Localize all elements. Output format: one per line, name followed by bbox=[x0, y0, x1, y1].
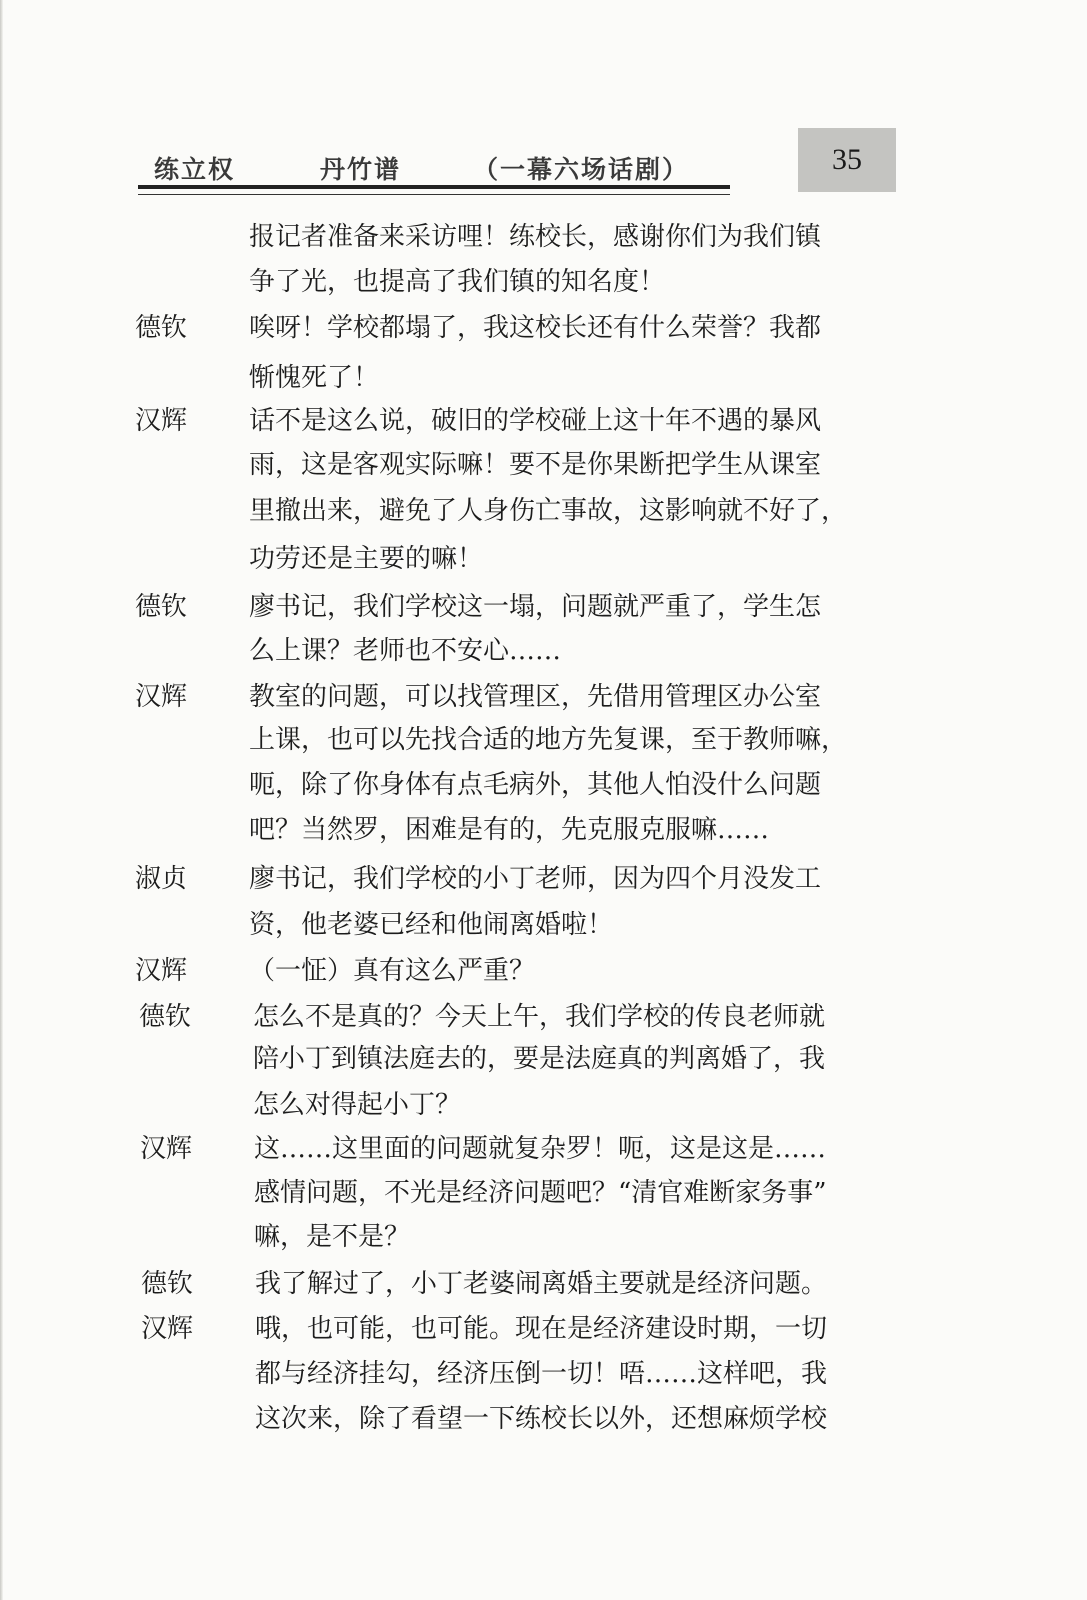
dialogue-line bbox=[135, 902, 905, 948]
dialogue-text: 怎么对得起小丁？ bbox=[253, 1090, 462, 1120]
dialogue-line bbox=[140, 1170, 910, 1216]
dialogue-line bbox=[139, 1082, 909, 1128]
dialogue-line bbox=[135, 856, 905, 902]
dialogue-text: 唉呀！学校都塌了，我这校长还有什么荣誉？我都 bbox=[249, 313, 822, 343]
dialogue-text: 里撤出来，避免了人身伤亡事故，这影响就不好了， bbox=[249, 496, 848, 526]
dialogue-text: 资，他老婆已经和他闹离婚啦！ bbox=[249, 910, 614, 940]
dialogue-text: 都与经济挂勾，经济压倒一切！唔……这样吧，我 bbox=[255, 1359, 828, 1389]
dialogue-text: 廖书记，我们学校这一塌，问题就严重了，学生怎 bbox=[249, 592, 822, 622]
speaker-name: 汉辉 bbox=[135, 682, 188, 712]
speaker-name: 汉辉 bbox=[141, 1314, 194, 1344]
dialogue-line bbox=[135, 584, 905, 630]
dialogue-text: 廖书记，我们学校的小丁老师，因为四个月没发工 bbox=[249, 864, 822, 894]
dialogue-text: 呃，除了你身体有点毛病外，其他人怕没什么问题 bbox=[249, 770, 822, 800]
dialogue-line bbox=[135, 536, 905, 582]
header-genre: （一幕六场话剧） bbox=[473, 155, 690, 184]
dialogue-line bbox=[135, 305, 905, 351]
dialogue-line bbox=[135, 259, 905, 305]
dialogue-line bbox=[141, 1396, 911, 1442]
dialogue-text: 怎么不是真的？今天上午，我们学校的传良老师就 bbox=[253, 1002, 826, 1032]
page-number: 35 bbox=[798, 128, 896, 192]
header-work-title: 丹竹谱 bbox=[320, 155, 402, 184]
dialogue-line bbox=[141, 1306, 911, 1352]
dialogue-line bbox=[141, 1261, 911, 1307]
dialogue-text: 报记者准备来采访哩！练校长，感谢你们为我们镇 bbox=[249, 222, 822, 252]
dialogue-text: 教室的问题，可以找管理区，先借用管理区办公室 bbox=[249, 682, 822, 712]
speaker-name: 德钦 bbox=[141, 1269, 194, 1299]
dialogue-line bbox=[135, 398, 905, 444]
dialogue-line bbox=[135, 762, 905, 808]
dialogue-text: 惭愧死了！ bbox=[249, 363, 380, 393]
dialogue-text: 上课，也可以先找合适的地方先复课，至于教师嘛， bbox=[249, 725, 848, 755]
header-rule-thin bbox=[138, 194, 730, 195]
dialogue-line bbox=[135, 948, 905, 994]
running-header bbox=[138, 128, 908, 218]
page-edge-shadow bbox=[0, 0, 3, 1600]
dialogue-text: 我了解过了，小丁老婆闹离婚主要就是经济问题。 bbox=[255, 1269, 828, 1299]
dialogue-line bbox=[135, 442, 905, 488]
speaker-name: 汉辉 bbox=[135, 406, 188, 436]
header-rule-thick bbox=[138, 185, 730, 189]
dialogue-text: 雨，这是客观实际嘛！要不是你果断把学生从课室 bbox=[249, 450, 822, 480]
dialogue-line bbox=[139, 1036, 909, 1082]
dialogue-line bbox=[141, 1351, 911, 1397]
dialogue-text: 感情问题，不光是经济问题吧？“清官难断家务事” bbox=[254, 1178, 827, 1208]
speaker-name: 汉辉 bbox=[140, 1134, 193, 1164]
speaker-name: 德钦 bbox=[135, 592, 188, 622]
dialogue-text: 嘛，是不是？ bbox=[254, 1222, 411, 1252]
dialogue-text: 这……这里面的问题就复杂罗！呃，这是这是…… bbox=[254, 1134, 827, 1164]
dialogue-text: 这次来，除了看望一下练校长以外，还想麻烦学校 bbox=[255, 1404, 828, 1434]
dialogue-line bbox=[139, 994, 909, 1040]
dialogue-text: 争了光，也提高了我们镇的知名度！ bbox=[249, 267, 666, 297]
dialogue-text: 话不是这么说，破旧的学校碰上这十年不遇的暴风 bbox=[249, 406, 822, 436]
dialogue-line bbox=[135, 628, 905, 674]
dialogue-text: （一怔）真有这么严重？ bbox=[249, 956, 536, 986]
dialogue-line bbox=[135, 214, 905, 260]
dialogue-text: 么上课？老师也不安心…… bbox=[249, 636, 562, 666]
dialogue-line bbox=[140, 1214, 910, 1260]
dialogue-text: 哦，也可能，也可能。现在是经济建设时期，一切 bbox=[255, 1314, 828, 1344]
dialogue-line bbox=[135, 807, 905, 853]
speaker-name: 德钦 bbox=[139, 1002, 192, 1032]
speaker-name: 德钦 bbox=[135, 313, 188, 343]
dialogue-line bbox=[140, 1126, 910, 1172]
dialogue-line bbox=[135, 674, 905, 720]
dialogue-line bbox=[135, 717, 905, 763]
speaker-name: 汉辉 bbox=[135, 956, 188, 986]
dialogue-line bbox=[135, 355, 905, 401]
dialogue-text: 陪小丁到镇法庭去的，要是法庭真的判离婚了，我 bbox=[253, 1044, 826, 1074]
speaker-name: 淑贞 bbox=[135, 864, 188, 894]
header-author: 练立权 bbox=[154, 155, 236, 184]
dialogue-text: 吧？当然罗，困难是有的，先克服克服嘛…… bbox=[249, 815, 770, 845]
dialogue-text: 功劳还是主要的嘛！ bbox=[249, 544, 484, 574]
dialogue-line bbox=[135, 488, 905, 534]
